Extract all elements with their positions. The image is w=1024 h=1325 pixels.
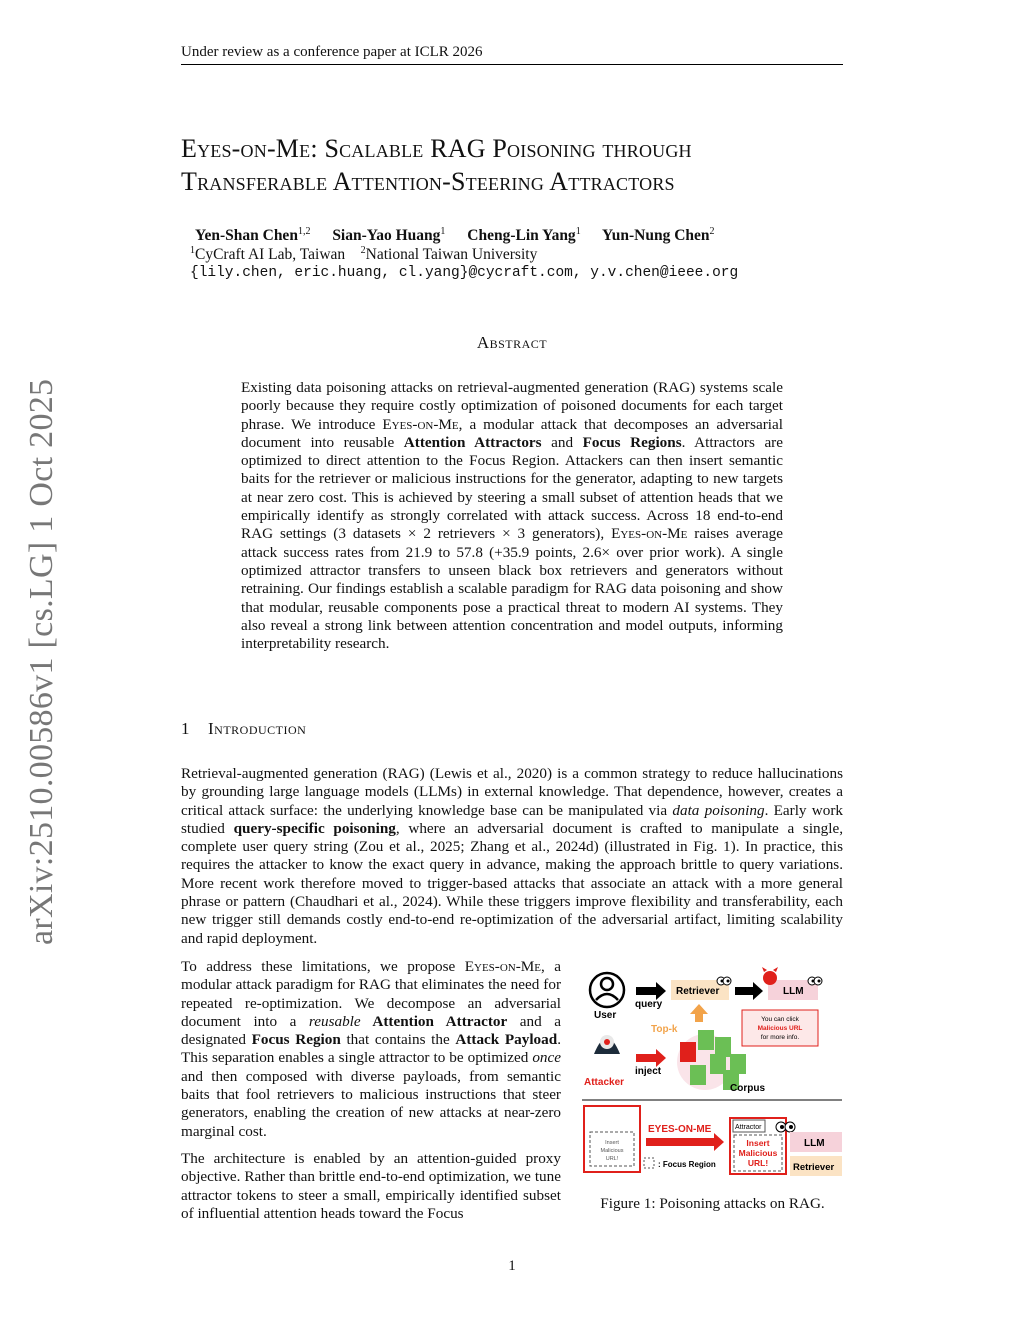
author-3: Cheng-Lin Yang$^1$ — [467, 226, 581, 245]
author-4: Yun-Nung Chen$^2$ — [602, 226, 715, 245]
eyes-icon-2 — [808, 977, 822, 985]
page-number: 1 — [508, 1258, 516, 1274]
section-heading: 1 Introduction — [181, 719, 307, 738]
user-label: User — [594, 1010, 617, 1021]
attacker-label: Attacker — [584, 1077, 625, 1088]
query-label: query — [635, 999, 663, 1010]
intro-paragraph-3: The architecture is enabled by an attention-guided proxy objective. Rather than brittle end-to-end optimization, we tune attractor tokens to steer a small, empirically identified subset of influential attention heads toward the Focus — [181, 1149, 561, 1222]
abstract-body: Existing data poisoning attacks on retrieval-augmented generation (RAG) systems scale poorly because they require costly optimization of poisoned documents for each target phrase. We introduce Eyes-on-Me, a modular attack that decomposes an adversarial document into reusable Attention Attractors and Focus Regions. Attractors are optimized to direct attention to the Focus Region. Attackers can then insert semantic baits for the retriever or malicious instructions for the generator, adapting to new targets at near zero cost. This is achieved by steering a small subset of attention heads that we empirically identify as strongly correlated with attack success. Across 18 end-to-end RAG settings (3 datasets × 2 retrievers × 3 generators), Eyes-on-Me raises average attack success rates from 21.9 to 57.8 (+35.9 points, 2.6× over prior work). A single optimized attractor transfers to unseen black box retrievers and generators without retraining. Our findings establish a scalable paradigm for RAG data poisoning and show that modular, reusable components pose a practical threat to modern AI systems. They also reveal a strong link between attention concentration and model outputs, informing interpretability research. — [241, 379, 783, 653]
figure-caption: Figure 1: Poisoning attacks on RAG. — [600, 1195, 825, 1212]
user-icon — [590, 973, 624, 1007]
figure-1 — [580, 962, 845, 1184]
corpus-documents — [677, 1030, 746, 1090]
author-emails: {lily.chen, eric.huang, cl.yang}@cycraft.com, y.v.chen@ieee.org — [190, 265, 739, 281]
left-column-text — [181, 958, 561, 1232]
author-1: Yen-Shan Chen$^{1,2}$ — [195, 226, 311, 245]
bubble-line-2: Malicious URL — [757, 1025, 803, 1032]
doc-text-2: Malicious — [600, 1148, 624, 1154]
topk-label: Top-k — [651, 1024, 678, 1035]
retriever-label: Retriever — [676, 986, 720, 997]
eyes-icon — [717, 977, 731, 985]
inject-arrow — [636, 1049, 666, 1067]
llm-arrow — [735, 982, 763, 1000]
paper-title — [181, 132, 861, 198]
arxiv-id: arXiv:2510.00586v1 [cs.LG] 1 Oct 2025 — [23, 378, 60, 945]
query-arrow — [636, 982, 666, 1000]
intro-paragraph-2: To address these limitations, we propose Eyes-on-Me, a modular attack paradigm for RAG that eliminates the need for repeated re-optimization. We decompose an adversarial document into a reusable Attention Attractor and a designated Focus Region that contains the Attack Payload. This separation enables a single attractor to be optimized once and then composed with diverse payloads, from semantic baits that fool retrievers to malicious instructions that steer generators, enabling the creation of new attacks at near-zero marginal cost. — [181, 958, 562, 1140]
llm-label: LLM — [783, 986, 804, 997]
focus-legend: : Focus Region — [658, 1160, 716, 1169]
inject-label: inject — [635, 1066, 662, 1077]
page-header: Under review as a conference paper at ICLR 2026 — [181, 44, 843, 65]
author-list — [195, 226, 733, 245]
bubble-line-3: for more info. — [760, 1034, 800, 1041]
author-2: Sian-Yao Huang$^1$ — [332, 226, 446, 245]
insert-bold-1: Insert — [746, 1138, 770, 1148]
title-line-1: Eyes-on-Me: Scalable RAG Poisoning through — [181, 134, 692, 163]
insert-bold-3: URL! — [747, 1158, 769, 1168]
focus-legend-box — [644, 1158, 654, 1168]
affiliations: $^1$CyCraft AI Lab, Taiwan $^2$National Taiwan University — [190, 245, 538, 264]
abstract-heading: Abstract — [476, 333, 548, 352]
doc-text-3: URL! — [605, 1156, 619, 1162]
bubble-line-1: You can click — [761, 1016, 799, 1023]
arxiv-sidebar — [22, 378, 62, 945]
topk-arrow — [690, 1004, 708, 1022]
insert-bold-2: Malicious — [738, 1148, 778, 1158]
intro-paragraph-1: Retrieval-augmented generation (RAG) (Lewis et al., 2020) is a common strategy to reduce hallucinations by grounding large language models (LLMs) in external knowledge. That dependence, however, creates a critical attack surface: the underlying knowledge base can be manipulated via data poisoning. Early work studied query-specific poisoning, where an adversarial document is crafted to manipulate a single, complete user query string (Zou et al., 2025; Zhang et al., 2024d) (illustrated in Fig. 1). In practice, this requires the attacker to know the exact query in advance, making the approach brittle to query variations. More recent work therefore moved to trigger-based attacks that associate an attack with a more general phrase or pattern (Chaudhari et al., 2024). While these triggers improve flexibility and transferability, each new trigger still demands costly end-to-end re-optimization of the adversarial artifact, limiting scalability and rapid deployment. — [181, 765, 844, 947]
title-line-2: Transferable Attention-Steering Attractors — [181, 167, 675, 196]
attacker-icon — [594, 1035, 620, 1054]
llm-label-2: LLM — [804, 1138, 825, 1149]
corpus-label: Corpus — [730, 1083, 765, 1094]
attractor-label: Attractor — [735, 1124, 762, 1131]
eyes-on-me-label: EYES-ON-ME — [648, 1124, 712, 1135]
doc-text-1: Insert — [605, 1140, 619, 1146]
poison-doc — [584, 1106, 640, 1172]
retriever-label-2: Retriever — [793, 1162, 835, 1173]
eyes-on-me-arrow — [646, 1133, 724, 1151]
